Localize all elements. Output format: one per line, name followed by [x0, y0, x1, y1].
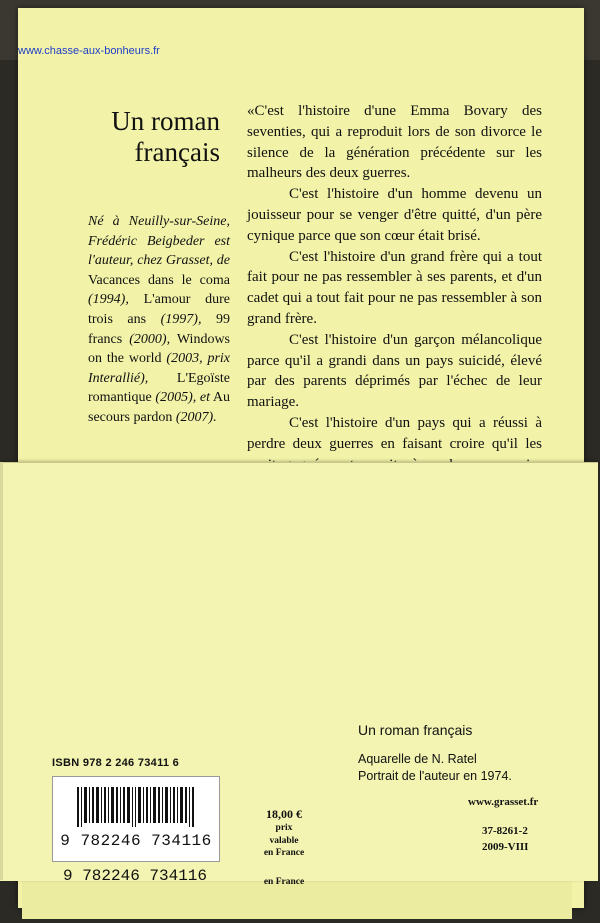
- bio-text: Windows on the world: [88, 331, 231, 367]
- watermark: www.chasse-aux-bonheurs.fr: [18, 45, 160, 57]
- barcode-bars: [77, 787, 197, 827]
- bio-text: chez Grasset, de: [137, 253, 231, 269]
- title-line-2: français: [134, 137, 220, 167]
- bio-text: Vacances dans le coma: [88, 272, 230, 288]
- title-line-1: Un roman: [111, 106, 220, 136]
- credit-portrait: Portrait de l'auteur en 1974.: [358, 769, 512, 783]
- bio-text: (1997),: [160, 311, 202, 327]
- price-note-underlayer: en France: [263, 877, 305, 887]
- barcode: [52, 776, 220, 862]
- bio-text: 99 francs: [88, 311, 231, 347]
- bio-text: (2005), et: [155, 390, 210, 406]
- credits-title: Un roman français: [358, 722, 473, 738]
- barcode-number-underlayer: 9 782246 734116: [62, 867, 208, 885]
- blurb: [247, 101, 542, 496]
- bio-text: (2000),: [129, 331, 171, 347]
- blurb-paragraph: «C'est l'histoire d'une Emma Bovary des seventies, qui a reproduit lors de son divorce le silence de la génération précédente sur les malheurs des deux guerres.: [247, 103, 542, 182]
- blurb-paragraph: C'est l'histoire d'un pays qui a réussi à perdre deux guerres en faisant croire qu'il les: [247, 414, 542, 452]
- price: 18,00 €: [266, 807, 302, 821]
- bio-text: (1994),: [88, 292, 129, 308]
- book-title: [70, 106, 220, 168]
- price-note: en France: [263, 848, 305, 858]
- bio-text: L'Egoïste romantique: [88, 370, 230, 406]
- bio-text: L'amour dure trois ans: [88, 292, 231, 327]
- blurb-paragraph: C'est l'histoire d'un garçon mélancolique parce qu'il a grandi dans un pays suicidé, élevé par des parents déprimés par l'échec de leur mariage.: [247, 331, 542, 411]
- flap-edge: [0, 462, 3, 880]
- isbn: ISBN 978 2 246 73411 6: [52, 757, 180, 769]
- edition-code: 2009-VIII: [482, 841, 529, 853]
- bio-text: (2007).: [175, 409, 217, 425]
- publisher-code: 37-8261-2: [482, 825, 528, 837]
- author-bio: [88, 212, 230, 428]
- credit-cover-art: Aquarelle de N. Ratel: [358, 752, 477, 766]
- blurb-paragraph: C'est l'histoire d'un homme devenu un jouisseur pour se venger d'être quitté, d'un père cynique parce que son cœur était brisé.: [247, 186, 542, 244]
- blurb-paragraph: C'est l'histoire d'un grand frère qui a tout fait pour ne pas ressembler à ses parents, et d'un cadet qui a tout fait pour ne pas ressembler à son grand frère.: [247, 248, 542, 327]
- bio-text: (2003, prix Interallié),: [88, 351, 231, 386]
- barcode-number: 9 782246 734116: [60, 832, 212, 850]
- bio-text: Frédéric Beigbeder est l'auteur,: [88, 233, 230, 269]
- price-block: [262, 806, 306, 860]
- publisher-website: www.grasset.fr: [468, 796, 539, 808]
- bio-text: Au secours pardon: [88, 390, 230, 425]
- bio-text: Né à Neuilly-sur-Seine,: [88, 214, 230, 229]
- price-note: prix valable: [269, 823, 299, 846]
